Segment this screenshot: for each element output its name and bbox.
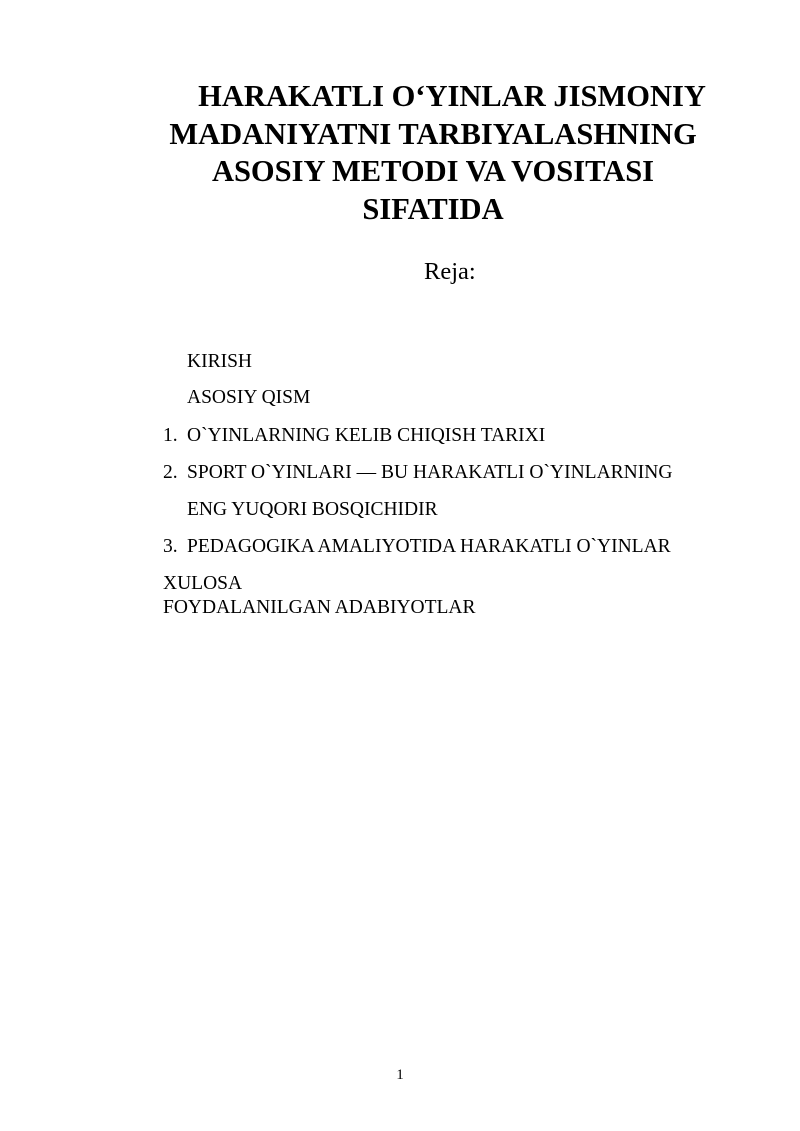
plan-item-text: O`YINLARNING KELIB CHIQISH TARIXI <box>187 425 546 446</box>
title-line: ASOSIY METODI VA VOSITASI <box>211 154 655 188</box>
title-line: MADANIYATNI TARBIYALASHNING <box>169 116 697 151</box>
plan-item-text: PEDAGOGIKA AMALIYOTIDA HARAKATLI O`YINLAR <box>187 536 671 557</box>
plan-item-text-continued: ENG YUQORI BOSQICHIDIR <box>187 499 438 520</box>
plan-item-references: FOYDALANILGAN ADABIYOTLAR <box>163 597 476 618</box>
title-line: SIFATIDA <box>362 191 504 226</box>
title-line: HARAKATLI O‘YINLAR JISMONIY <box>198 79 706 113</box>
plan-item-conclusion: XULOSA <box>163 573 243 594</box>
plan-item-number: 3. <box>163 536 178 557</box>
plan-item-number: 1. <box>163 425 178 446</box>
document-title <box>140 78 726 228</box>
plan-item-main-part: ASOSIY QISM <box>187 387 311 408</box>
page-number: 1 <box>396 1067 404 1083</box>
plan-item-text: SPORT O`YINLARI — BU HARAKATLI O`YINLARNING <box>187 462 673 483</box>
plan-item-number: 2. <box>163 462 178 483</box>
plan-heading: Reja: <box>424 258 476 285</box>
plan-item-intro: KIRISH <box>187 351 253 372</box>
